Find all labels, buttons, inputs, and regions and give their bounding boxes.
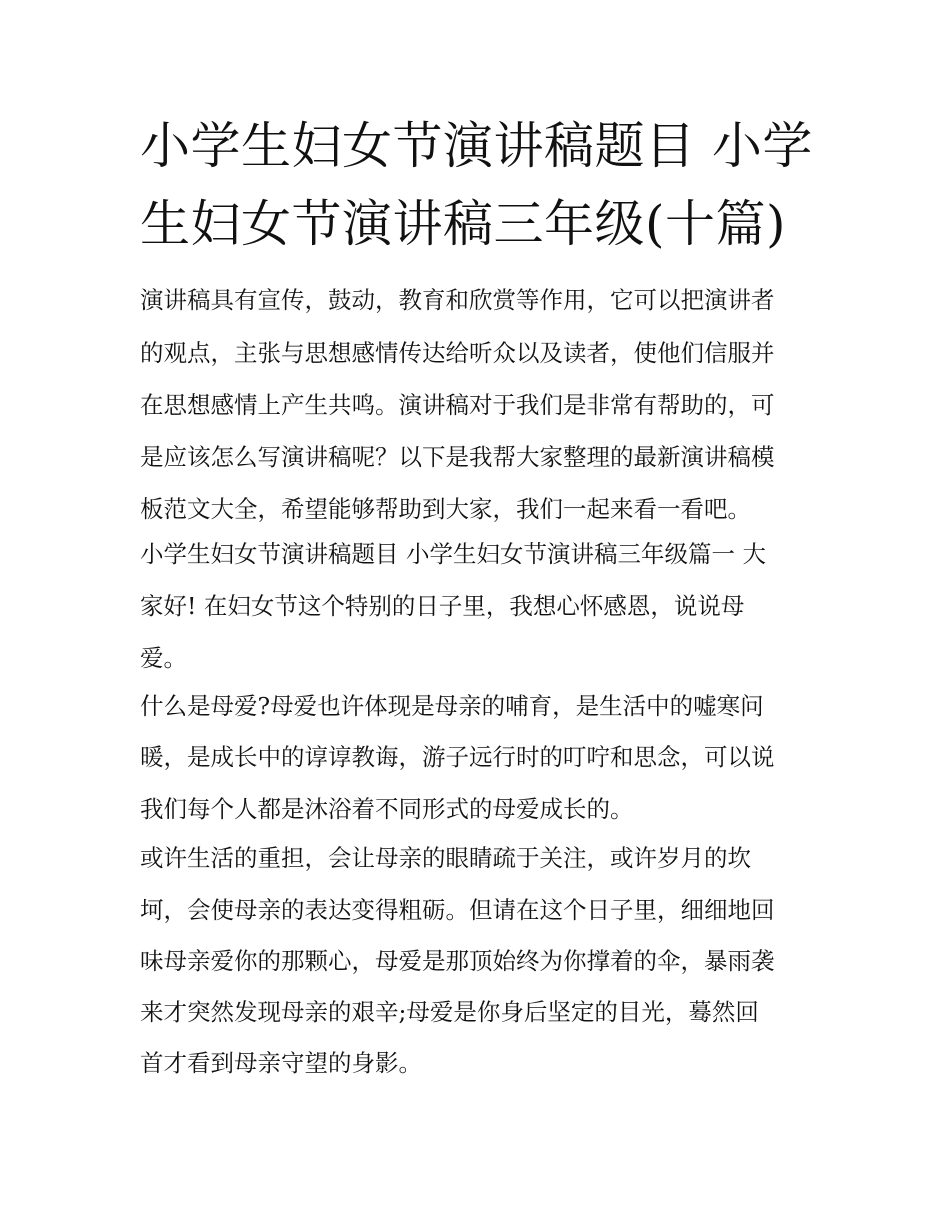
body-text-line: 坷，会使母亲的表达变得粗砺。但请在这个日子里，细细地回 [140,896,775,924]
body-text-line: 来才突然发现母亲的艰辛;母爱是你身后坚定的目光，蓦然回 [140,998,759,1026]
body-text-line: 暖，是成长中的谆谆教诲，游子远行时的叮咛和思念，可以说 [140,743,775,771]
body-text-line: 的观点，主张与思想感情传达给听众以及读者，使他们信服并 [140,339,775,367]
body-text-line: 家好! 在妇女节这个特别的日子里，我想心怀感恩，说说母 [140,592,745,620]
body-text-line: 什么是母爱?母爱也许体现是母亲的哺育，是生活中的嘘寒问 [140,692,764,720]
body-text-line: 板范文大全，希望能够帮助到大家，我们一起来看一看吧。 [140,495,751,523]
body-text-line: 演讲稿具有宣传，鼓动，教育和欣赏等作用，它可以把演讲者 [140,286,775,314]
body-text-line: 爱。 [140,644,187,672]
body-text-line: 是应该怎么写演讲稿呢？以下是我帮大家整理的最新演讲稿模 [140,443,775,471]
body-text-line: 或许生活的重担，会让母亲的眼睛疏于关注，或许岁月的坎 [140,844,751,872]
body-text-line: 首才看到母亲守望的身影。 [140,1049,422,1077]
document-title-line-2: 生妇女节演讲稿三年级(十篇) [140,195,787,253]
body-text-line: 在思想感情上产生共鸣。演讲稿对于我们是非常有帮助的，可 [140,391,775,419]
body-text-line: 味母亲爱你的那颗心，母爱是那顶始终为你撑着的伞，暴雨袭 [140,947,775,975]
document-title-line-1: 小学生妇女节演讲稿题目 小学 [140,117,813,175]
body-text-line: 小学生妇女节演讲稿题目 小学生妇女节演讲稿三年级篇一 大 [140,540,766,568]
body-text-line: 我们每个人都是沐浴着不同形式的母爱成长的。 [140,795,634,823]
